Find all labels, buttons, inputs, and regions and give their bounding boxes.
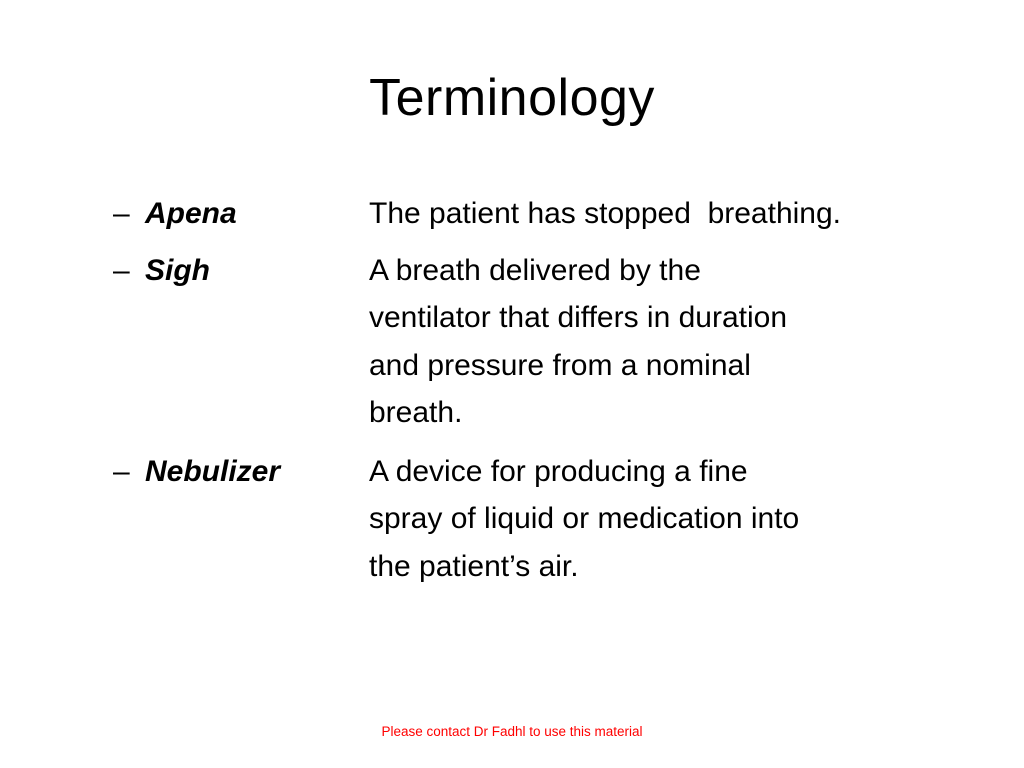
definition-line: A device for producing a fine — [369, 455, 748, 488]
definition-line: and pressure from a nominal — [369, 348, 751, 382]
term-label: Nebulizer — [145, 455, 281, 488]
footer-notice: Please contact Dr Fadhl to use this material — [381, 724, 643, 739]
bullet-dash: – — [113, 197, 130, 230]
term-definition — [369, 247, 969, 436]
slide-title: Terminology — [369, 69, 655, 127]
bullet-dash: – — [113, 254, 130, 287]
term-definition — [369, 448, 969, 590]
definition-line: ventilator that differs in duration — [369, 301, 788, 335]
term-label: Apena — [145, 197, 237, 230]
definition-line: spray of liquid or medication into — [369, 502, 800, 536]
definition-line: the patient’s air. — [369, 549, 579, 583]
term-definition — [369, 190, 969, 237]
term-label: Sigh — [145, 254, 210, 287]
definition-line: breath. — [369, 395, 463, 429]
definition-line: The patient has stopped breathing. — [369, 197, 842, 230]
bullet-dash: – — [113, 455, 130, 488]
definition-line: A breath delivered by the — [369, 254, 701, 287]
